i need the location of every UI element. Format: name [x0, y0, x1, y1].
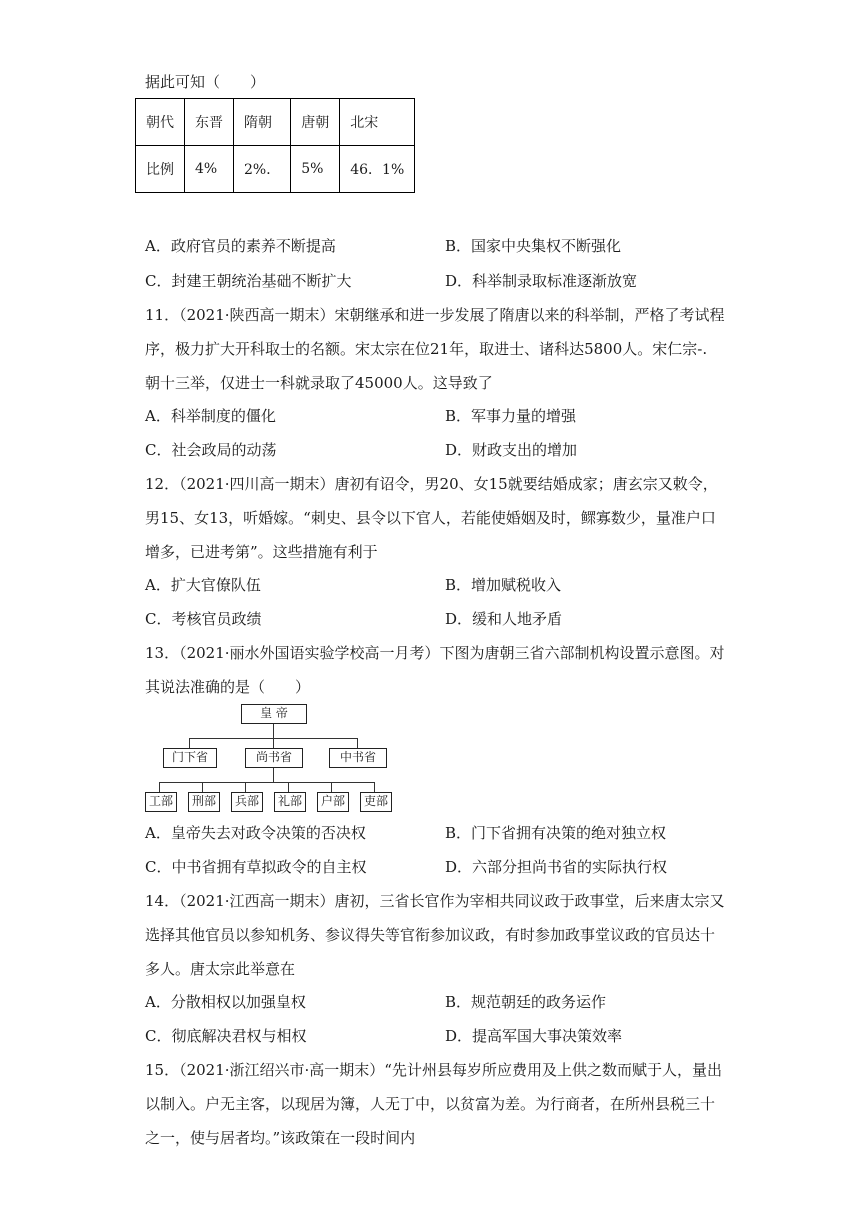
diagram-connector [331, 782, 332, 792]
q15-stem-line2: 以制入。户无主客，以现居为簿，人无丁中，以贫富为差。为行商者，在所州县税三十 [145, 1095, 716, 1113]
diagram-connector [273, 724, 274, 738]
q13-option-c: C．中书省拥有草拟政令的自主权 [145, 858, 367, 876]
q11-stem-line2: 序，极力扩大开科取士的名额。宋太宗在位21年，取进士、诸科达5800人。宋仁宗-. [145, 340, 708, 358]
diagram-menxia-box: 门下省 [163, 748, 217, 768]
diagram-libu-box: 礼部 [274, 792, 306, 812]
q11-option-b: B．军事力量的增强 [445, 407, 577, 425]
q12-option-a: A．扩大官僚队伍 [145, 576, 261, 594]
diagram-connector [202, 782, 203, 792]
q14-option-b: B．规范朝廷的政务运作 [445, 993, 607, 1011]
q11-option-d: D．财政支出的增加 [445, 441, 578, 459]
table-cell: 隋朝 [234, 99, 291, 146]
table-cell: 北宋 [340, 99, 415, 146]
table-cell: 5% [291, 146, 340, 193]
q13-option-b: B．门下省拥有决策的绝对独立权 [445, 824, 667, 842]
q10-option-d: D．科举制录取标准逐渐放宽 [445, 272, 638, 290]
diagram-gongbu-box: 工部 [145, 792, 177, 812]
diagram-zhongshu-box: 中书省 [329, 748, 387, 768]
q15-stem-line1: 15．（2021·浙江绍兴市·高一期末）“先计州县每岁所应费用及上供之数而赋于人，量出 [145, 1061, 722, 1079]
q11-stem-line1: 11．（2021·陕西高一期末）宋朝继承和进一步发展了隋唐以来的科举制，严格了考试程 [145, 306, 725, 324]
q12-stem-line2: 男15、女13，听婚嫁。“刺史、县令以下官人，若能使婚姻及时，鳏寡数少，量准户口 [145, 509, 716, 527]
ratio-table [135, 98, 415, 193]
q10-option-c: C．封建王朝统治基础不断扩大 [145, 272, 352, 290]
table-cell: 朝代 [136, 99, 185, 146]
table-cell: 4% [185, 146, 234, 193]
q11-stem-line3: 朝十三举，仅进士一科就录取了45000人。这导致了 [145, 374, 493, 392]
question-intro: 据此可知（ ） [145, 73, 266, 91]
diagram-bingbu-box: 兵部 [231, 792, 263, 812]
q12-stem-line1: 12．（2021·四川高一期末）唐初有诏令，男20、女15就要结婚成家；唐玄宗又敕令， [145, 475, 718, 493]
q14-stem-line3: 多人。唐太宗此举意在 [145, 960, 296, 978]
q13-option-a: A．皇帝失去对政令决策的否决权 [145, 824, 366, 842]
q11-option-a: A．科举制度的僵化 [145, 407, 276, 425]
table-row [136, 146, 415, 193]
q12-option-c: C．考核官员政绩 [145, 610, 262, 628]
q12-option-b: B．增加赋税收入 [445, 576, 562, 594]
q10-option-a: A．政府官员的素养不断提高 [145, 237, 336, 255]
diagram-connector [374, 782, 375, 792]
diagram-connector [273, 768, 274, 782]
q13-stem-line1: 13．（2021·丽水外国语实验学校高一月考）下图为唐朝三省六部制机构设置示意图。对 [145, 644, 725, 662]
diagram-connector [159, 782, 160, 792]
table-cell: 46．1% [340, 146, 415, 193]
q14-option-c: C．彻底解决君权与相权 [145, 1027, 307, 1045]
q10-option-b: B．国家中央集权不断强化 [445, 237, 622, 255]
diagram-connector [288, 782, 289, 792]
diagram-connector [159, 782, 375, 783]
q14-option-d: D．提高军国大事决策效率 [445, 1027, 623, 1045]
diagram-connector [245, 782, 246, 792]
diagram-libu-personnel-box: 吏部 [360, 792, 392, 812]
q13-option-d: D．六部分担尚书省的实际执行权 [445, 858, 668, 876]
table-cell: 唐朝 [291, 99, 340, 146]
diagram-emperor-box: 皇 帝 [241, 704, 307, 724]
q12-stem-line3: 增多，已进考第”。这些措施有利于 [145, 543, 378, 561]
diagram-hubu-box: 户部 [317, 792, 349, 812]
table-cell: 2%． [234, 146, 291, 193]
diagram-connector [273, 738, 274, 748]
q11-option-c: C．社会政局的动荡 [145, 441, 277, 459]
table-cell: 比例 [136, 146, 185, 193]
table-row [136, 99, 415, 146]
q14-stem-line1: 14．（2021·江西高一期末）唐初，三省长官作为宰相共同议政于政事堂，后来唐太宗又 [145, 892, 725, 910]
table-cell: 东晋 [185, 99, 234, 146]
diagram-connector [189, 738, 190, 748]
q14-stem-line2: 选择其他官员以参知机务、参议得失等官衔参加议政，有时参加政事堂议政的官员达十 [145, 926, 716, 944]
diagram-xingbu-box: 刑部 [188, 792, 220, 812]
q15-stem-line3: 之一，使与居者均。”该政策在一段时间内 [145, 1129, 416, 1147]
diagram-connector [357, 738, 358, 748]
three-departments-six-ministries-diagram [145, 704, 395, 818]
q12-option-d: D．缓和人地矛盾 [445, 610, 563, 628]
q13-stem-line2: 其说法准确的是（ ） [145, 678, 311, 696]
q14-option-a: A．分散相权以加强皇权 [145, 993, 306, 1011]
diagram-shangshu-box: 尚书省 [245, 748, 303, 768]
